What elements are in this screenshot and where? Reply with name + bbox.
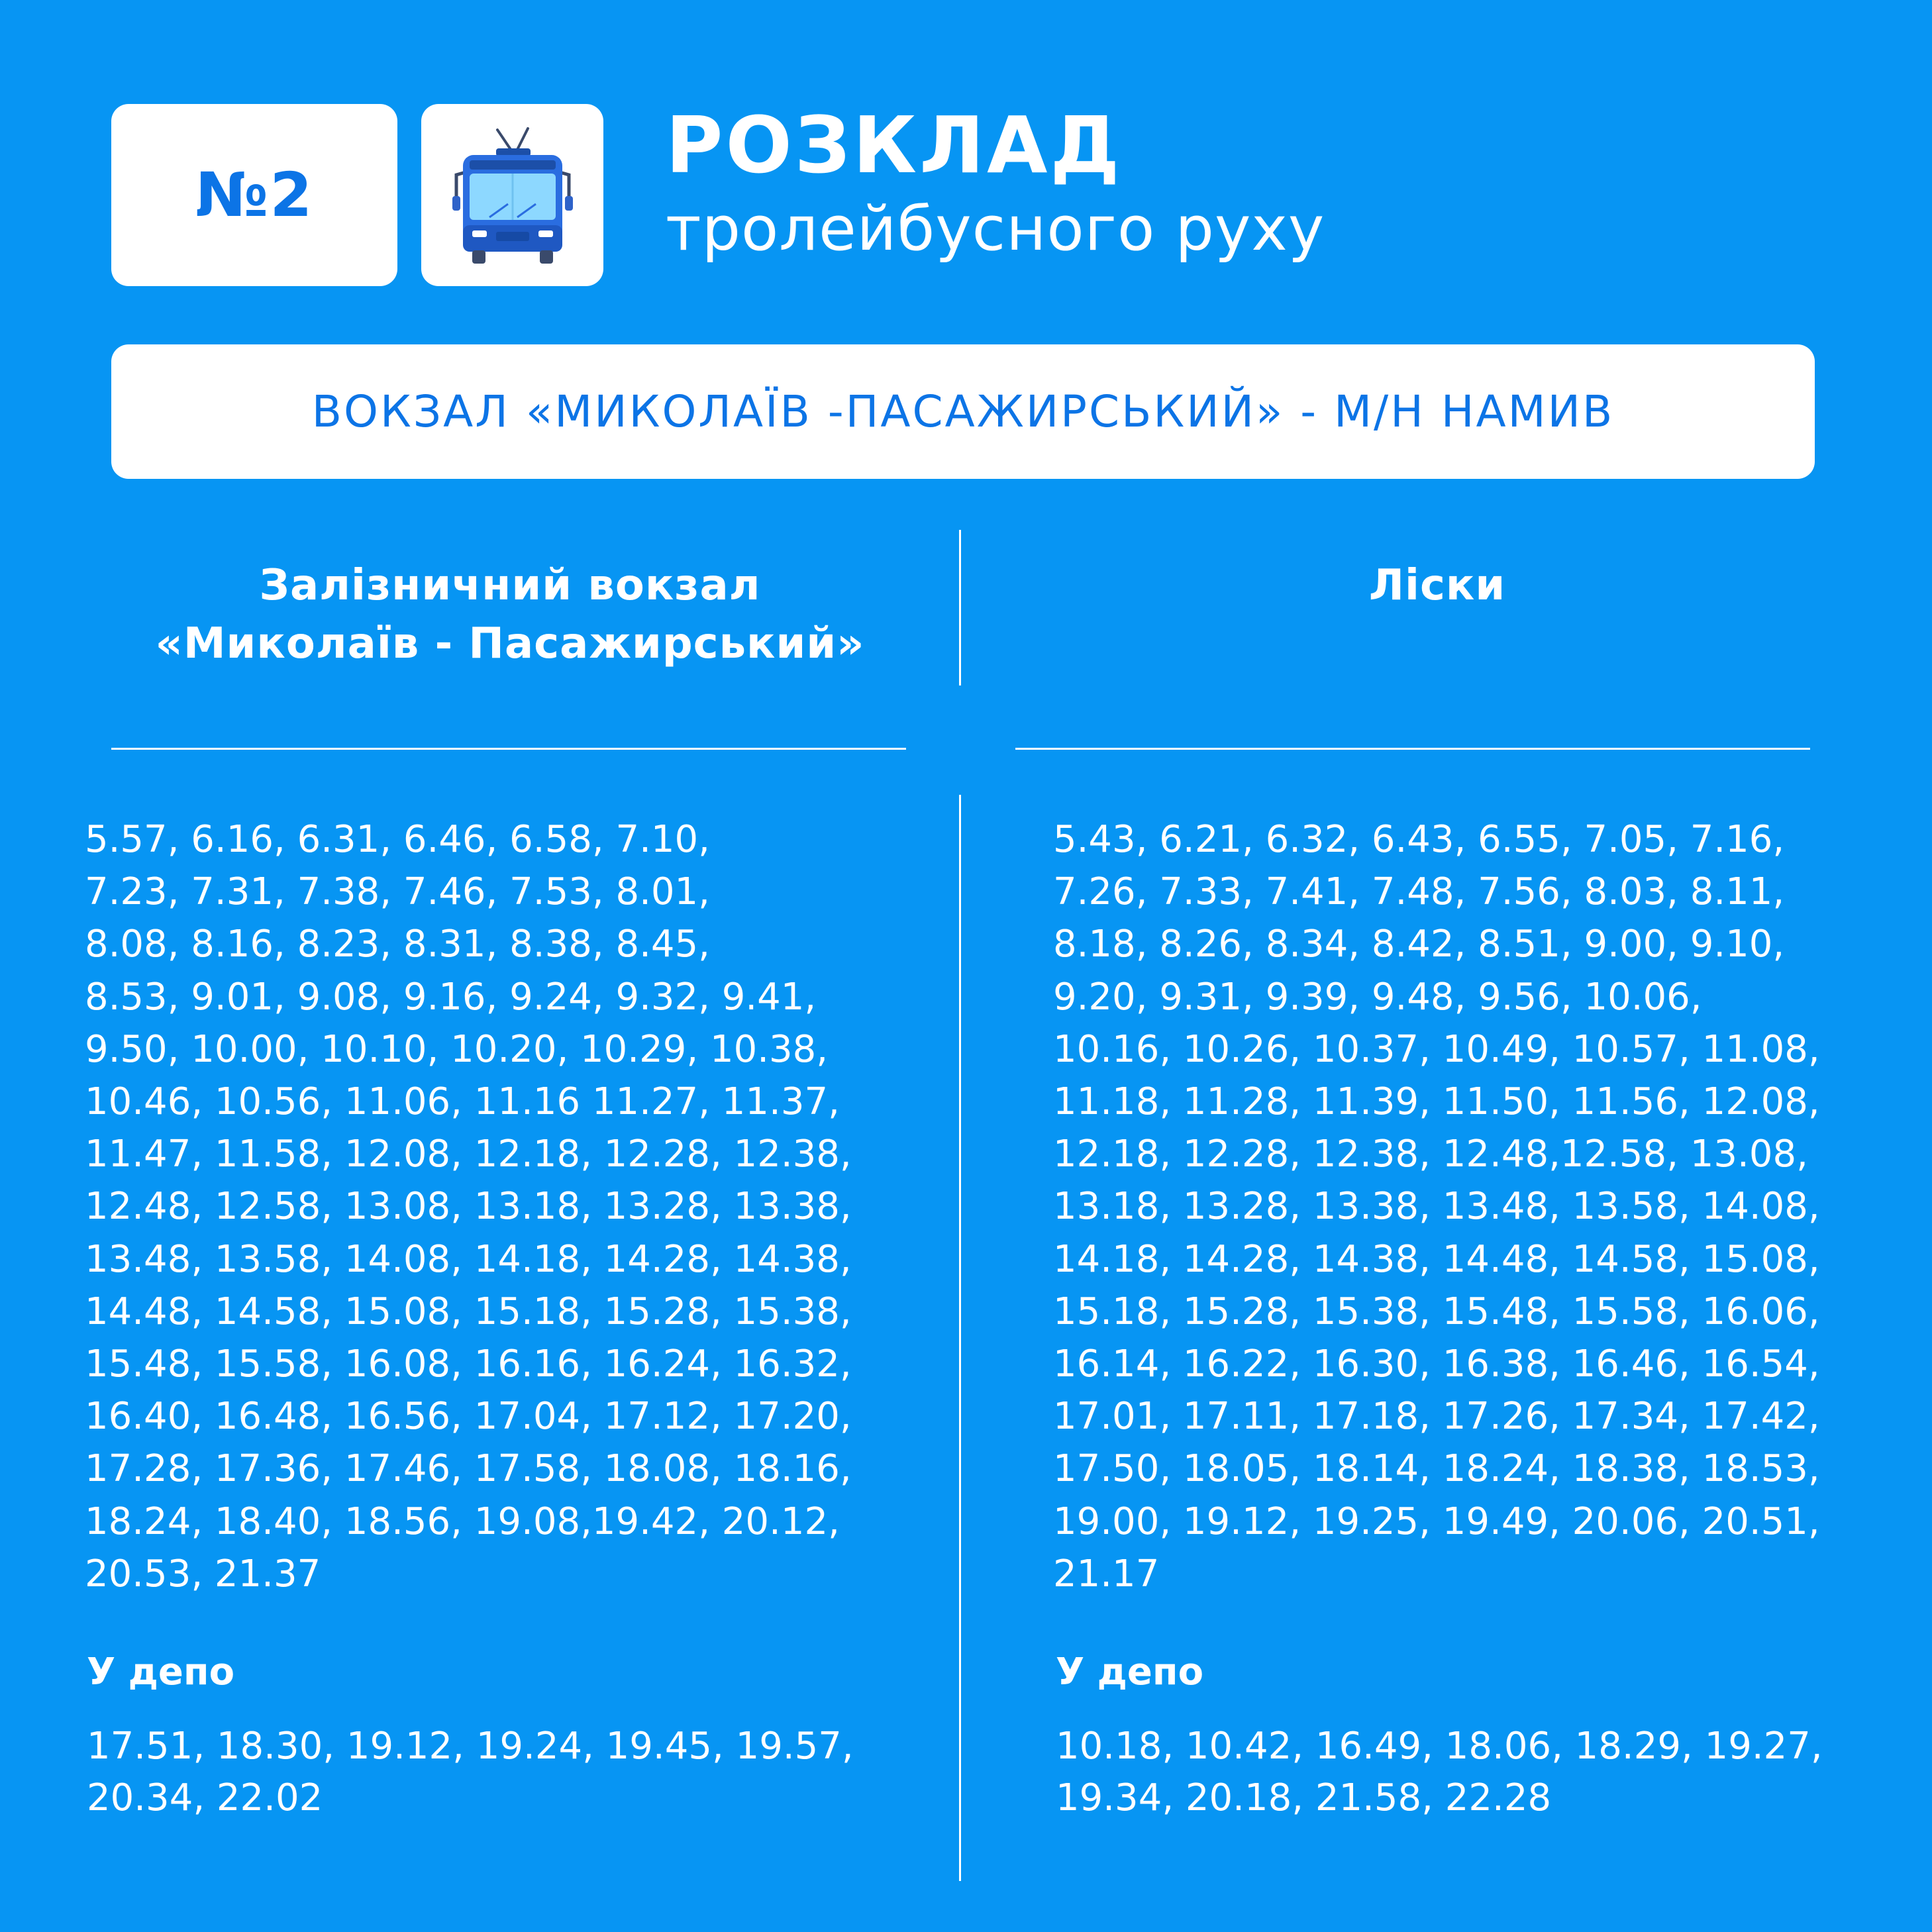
right-depot-times: 10.18, 10.42, 16.49, 18.06, 18.29, 19.27, 19.34, 20.18, 21.58, 22.28: [1056, 1725, 1823, 1819]
right-departure-times: 5.43, 6.21, 6.32, 6.43, 6.55, 7.05, 7.16, 7.26, 7.33, 7.41, 7.48, 7.56, 8.03, 8.11, 8.18, 8.26, 8.34, 8.42, 8.51, 9.00, 9.10, 9.20, 9.31, 9.39, 9.48, 9.56, 10.06, 10.16, 10.26, 10.37, 10.49, 10.57, 11.08, 11.18, 11.28, 11.39, 11.50, 11.56, 12.08, 12.18, 12.28, 12.38, 12.48,12.58, 13.08, 13.18, 13.28, 13.38, 13.48, 13.58, 14.08, 14.18, 14.28, 14.38, 14.48, 14.58, 15.08, 15.18, 15.28, 15.38, 15.48, 15.58, 16.06, 16.14, 16.22, 16.30, 16.38, 16.46, 16.54, 17.01, 17.11, 17.18, 17.26, 17.34, 17.42, 17.50, 18.05, 18.14, 18.24, 18.38, 18.53, 19.00, 19.12, 19.25, 19.49, 20.06, 20.51, 21.17: [1053, 818, 1820, 1596]
route-name: ВОКЗАЛ «МИКОЛАЇВ -ПАСАЖИРСЬКИЙ» - М/Н НАМИВ: [311, 386, 1615, 437]
left-departure-times: 5.57, 6.16, 6.31, 6.46, 6.58, 7.10, 7.23, 7.31, 7.38, 7.46, 7.53, 8.01, 8.08, 8.16, 8.23, 8.31, 8.38, 8.45, 8.53, 9.01, 9.08, 9.16, 9.24, 9.32, 9.41, 9.50, 10.00, 10.10, 10.20, 10.29, 10.38, 10.46, 10.56, 11.06, 11.16 11.27, 11.37, 11.47, 11.58, 12.08, 12.18, 12.28, 12.38, 12.48, 12.58, 13.08, 13.18, 13.28, 13.38, 13.48, 13.58, 14.08, 14.18, 14.28, 14.38, 14.48, 14.58, 15.08, 15.18, 15.28, 15.38, 15.48, 15.58, 16.08, 16.16, 16.24, 16.32, 16.40, 16.48, 16.56, 17.04, 17.12, 17.20, 17.28, 17.36, 17.46, 17.58, 18.08, 18.16, 18.24, 18.40, 18.56, 19.08,19.42, 20.12, 20.53, 21.37: [85, 818, 852, 1596]
page-title: РОЗКЛАД: [666, 99, 1123, 191]
right-stop-name: Ліски: [1368, 561, 1506, 610]
left-header-divider: [111, 748, 906, 750]
left-depot-times: 17.51, 18.30, 19.12, 19.24, 19.45, 19.57, 20.34, 22.02: [87, 1725, 854, 1819]
route-banner: [111, 344, 1815, 479]
left-depot-label: У депо: [87, 1651, 235, 1694]
bus-icon-card: [421, 104, 603, 286]
right-header-divider: [1015, 748, 1810, 750]
route-number-card: [111, 104, 397, 286]
left-stop-name: Залізничний вокзал «Миколаїв - Пасажирський»: [155, 561, 865, 668]
trolleybus-icon: [450, 126, 576, 265]
route-number: №2: [195, 160, 314, 230]
column-divider-top: [959, 530, 961, 686]
page-subtitle: тролейбусного руху: [666, 193, 1325, 264]
column-divider-bottom: [959, 795, 961, 1881]
right-depot-label: У депо: [1056, 1651, 1204, 1694]
